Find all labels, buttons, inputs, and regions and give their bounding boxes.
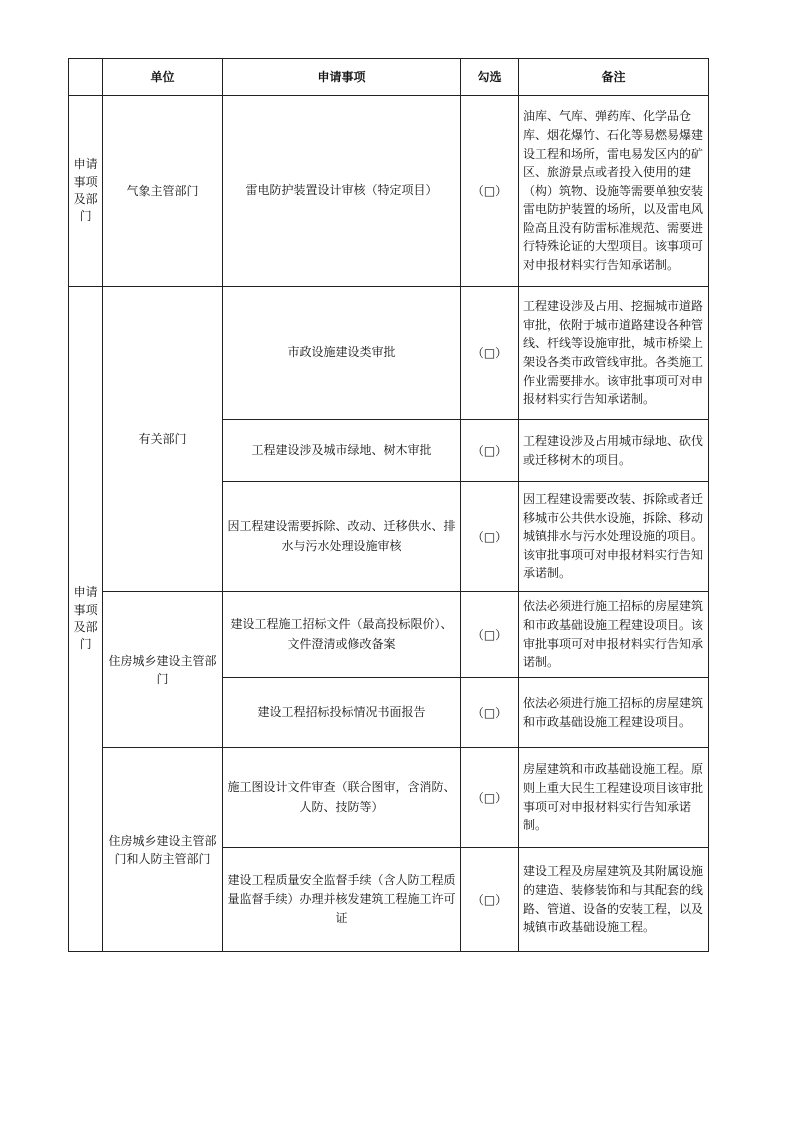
item-cell: 工程建设涉及城市绿地、树木审批 (223, 420, 461, 482)
checkbox-cell[interactable]: （□） (461, 420, 519, 482)
item-cell: 建设工程质量安全监督手续（含人防工程质量监督手续）办理并核发建筑工程施工许可证 (223, 848, 461, 952)
note-cell: 依法必须进行施工招标的房屋建筑和市政基础设施工程建设项目。 (519, 678, 709, 748)
unit-cell: 住房城乡建设主管部门和人防主管部门 (103, 748, 223, 952)
note-cell: 依法必须进行施工招标的房屋建筑和市政基础设施工程建设项目。该审批事项可对申报材料实行告知承诺制。 (519, 592, 709, 678)
checkbox-cell[interactable]: （□） (461, 287, 519, 420)
section-label-text: 申请事项及部门 (73, 585, 98, 652)
checkbox-cell[interactable]: （□） (461, 482, 519, 592)
table-row (69, 287, 709, 420)
header-note: 备注 (519, 59, 709, 96)
header-blank-cell (69, 59, 103, 96)
item-cell: 因工程建设需要拆除、改动、迁移供水、排水与污水处理设施审核 (223, 482, 461, 592)
section-label (69, 287, 103, 952)
note-cell: 因工程建设需要改装、拆除或者迁移城市公共供水设施，拆除、移动城镇排水与污水处理设施的项目。该审批事项可对申报材料实行告知承诺制。 (519, 482, 709, 592)
checkbox-cell[interactable]: （□） (461, 678, 519, 748)
item-cell: 市政设施建设类审批 (223, 287, 461, 420)
checkbox-cell[interactable]: （□） (461, 96, 519, 287)
note-cell: 油库、气库、弹药库、化学品仓库、烟花爆竹、石化等易燃易爆建设工程和场所，雷电易发区内的矿区、旅游景点或者投入使用的建（构）筑物、设施等需要单独安装雷电防护装置的场所，以及雷电风险高且没有防雷标准规范、需要进行特殊论证的大型项目。该事项可对申报材料实行告知承诺制。 (519, 96, 709, 287)
table-row (69, 592, 709, 678)
section-label-text: 申请事项及部门 (73, 157, 98, 224)
header-check: 勾选 (461, 59, 519, 96)
application-form-table (68, 58, 709, 952)
table-header-row (69, 59, 709, 96)
checkbox-cell[interactable]: （□） (461, 748, 519, 848)
checkbox-cell[interactable]: （□） (461, 592, 519, 678)
unit-cell: 有关部门 (103, 287, 223, 592)
note-cell: 建设工程及房屋建筑及其附属设施的建造、装修装饰和与其配套的线路、管道、设备的安装工程，以及城镇市政基础设施工程。 (519, 848, 709, 952)
note-cell: 工程建设涉及占用城市绿地、砍伐或迁移树木的项目。 (519, 420, 709, 482)
table-row (69, 748, 709, 848)
table-row (69, 96, 709, 287)
item-cell: 施工图设计文件审查（联合图审，含消防、人防、技防等） (223, 748, 461, 848)
header-item: 申请事项 (223, 59, 461, 96)
checkbox-cell[interactable]: （□） (461, 848, 519, 952)
item-cell: 建设工程招标投标情况书面报告 (223, 678, 461, 748)
note-cell: 工程建设涉及占用、挖掘城市道路审批，依附于城市道路建设各种管线、杆线等设施审批，城市桥梁上架设各类市政管线审批。各类施工作业需要排水。该审批事项可对申报材料实行告知承诺制。 (519, 287, 709, 420)
unit-cell: 气象主管部门 (103, 96, 223, 287)
note-cell: 房屋建筑和市政基础设施工程。原则上重大民生工程建设项目该审批事项可对申报材料实行告知承诺制。 (519, 748, 709, 848)
section-label (69, 96, 103, 287)
header-unit: 单位 (103, 59, 223, 96)
unit-cell: 住房城乡建设主管部门 (103, 592, 223, 748)
item-cell: 雷电防护装置设计审核（特定项目） (223, 96, 461, 287)
item-cell: 建设工程施工招标文件（最高投标限价）、文件澄清或修改备案 (223, 592, 461, 678)
